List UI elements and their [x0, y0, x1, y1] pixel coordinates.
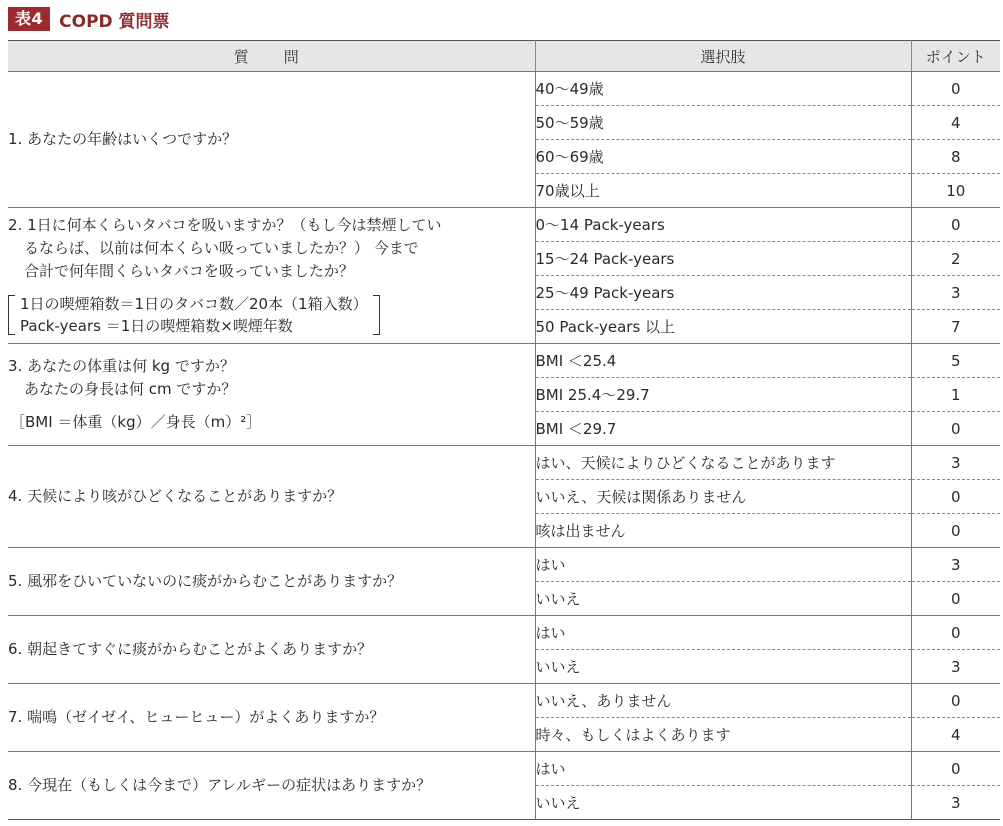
choice-label: いいえ [535, 582, 911, 616]
choice-points: 3 [911, 786, 1000, 820]
table-caption [8, 6, 170, 32]
choice-label: いいえ、天候は関係ありません [535, 480, 911, 514]
question-text-line: 3. あなたの体重は何 kg ですか？ [8, 357, 235, 375]
choice-points: 0 [911, 684, 1000, 718]
pack-years-formula [8, 293, 380, 337]
choice-label: 40～49歳 [535, 72, 911, 106]
choice-points: 4 [911, 718, 1000, 752]
choice-label: いいえ [535, 786, 911, 820]
question-text-line: 合計で何年間くらいタバコを吸っていましたか？ [24, 261, 354, 280]
choice-points: 3 [911, 276, 1000, 310]
question-text-line: 2. 1日に何本くらいタバコを吸いますか？（もし今は禁煙してい [8, 215, 442, 234]
choice-points: 7 [911, 310, 1000, 344]
choice-points: 3 [911, 446, 1000, 480]
choice-label: いいえ、ありません [535, 684, 911, 718]
table-row [8, 752, 1000, 786]
question-5: 5. 風邪をひいていないのに痰がからむことがありますか？ [8, 548, 535, 616]
table-row [8, 616, 1000, 650]
question-3 [8, 344, 535, 446]
table-row [8, 72, 1000, 106]
table-row [8, 344, 1000, 378]
table-title: COPD 質問票 [59, 11, 170, 32]
choice-label: 0～14 Pack-years [535, 208, 911, 242]
formula-line: Pack-years ＝1日の喫煙箱数×喫煙年数 [20, 316, 293, 335]
question-2 [8, 208, 535, 344]
choice-label: 50 Pack-years 以上 [535, 310, 911, 344]
choice-points: 0 [911, 208, 1000, 242]
choice-label: 50～59歳 [535, 106, 911, 140]
choice-points: 0 [911, 616, 1000, 650]
choice-points: 0 [911, 72, 1000, 106]
choice-label: 70歳以上 [535, 174, 911, 208]
choice-points: 3 [911, 548, 1000, 582]
choice-points: 3 [911, 650, 1000, 684]
copd-questionnaire-table [8, 40, 1000, 820]
question-8: 8. 今現在（もしくは今まで）アレルギーの症状はありますか？ [8, 776, 432, 794]
choice-points: 0 [911, 480, 1000, 514]
choice-points: 0 [911, 514, 1000, 548]
choice-points: 5 [911, 344, 1000, 378]
choice-label: いいえ [535, 650, 911, 684]
header-question: 質 問 [8, 41, 535, 72]
header-points: ポイント [911, 41, 1000, 72]
choice-points: 0 [911, 752, 1000, 786]
choice-points: 2 [911, 242, 1000, 276]
choice-label: BMI 25.4～29.7 [535, 378, 911, 412]
choice-label: はい [535, 548, 911, 582]
choice-points: 0 [911, 412, 1000, 446]
choice-label: 25～49 Pack-years [535, 276, 911, 310]
choice-label: BMI ＜25.4 [535, 344, 911, 378]
table-row [8, 548, 1000, 582]
choice-points: 0 [911, 582, 1000, 616]
question-text-line: るならば、以前は何本くらい吸っていましたか？） 今まで [24, 238, 419, 257]
formula-line: 1日の喫煙箱数＝1日のタバコ数／20本（1箱入数） [20, 294, 368, 313]
choice-label: はい、天候によりひどくなることがあります [535, 446, 911, 480]
choice-points: 1 [911, 378, 1000, 412]
table-row [8, 446, 1000, 480]
question-text-line: あなたの身長は何 cm ですか？ [24, 380, 237, 398]
choice-points: 8 [911, 140, 1000, 174]
question-1: 1. あなたの年齢はいくつですか？ [8, 72, 535, 208]
choice-points: 10 [911, 174, 1000, 208]
question-6: 6. 朝起きてすぐに痰がからむことがよくありますか？ [8, 616, 535, 684]
table-number-tag: 表4 [8, 7, 50, 31]
choice-label: はい [535, 752, 911, 786]
choice-label: 時々、もしくはよくあります [535, 718, 911, 752]
choice-label: はい [535, 616, 911, 650]
choice-label: 60～69歳 [535, 140, 911, 174]
choice-label: 15～24 Pack-years [535, 242, 911, 276]
header-row [8, 41, 1000, 72]
choice-points: 4 [911, 106, 1000, 140]
header-choices: 選択肢 [535, 41, 911, 72]
choice-label: 咳は出ません [535, 514, 911, 548]
bmi-formula: ［BMI ＝体重（kg）／身長（m）²］ [10, 413, 262, 431]
choice-label: BMI ＜29.7 [535, 412, 911, 446]
table-row [8, 684, 1000, 718]
question-4: 4. 天候により咳がひどくなることがありますか？ [8, 446, 535, 548]
question-7: 7. 喘鳴（ゼイゼイ、ヒューヒュー）がよくありますか？ [8, 684, 535, 752]
table-row [8, 208, 1000, 242]
